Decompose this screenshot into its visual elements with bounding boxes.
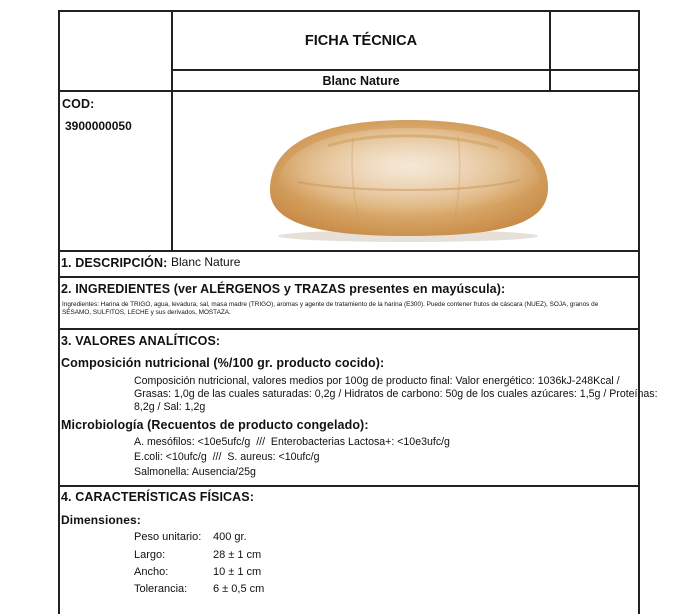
- code-label: COD:: [62, 97, 95, 111]
- section3-bottom: [58, 485, 640, 487]
- header-divider-right: [549, 10, 551, 90]
- microbiology-line-2: E.coli: <10ufc/g /// S. aureus: <10ufc/g: [134, 451, 320, 463]
- technical-sheet: [58, 10, 658, 614]
- microbiology-line-3: Salmonella: Ausencia/25g: [134, 466, 256, 478]
- ingredients-heading: 2. INGREDIENTES (ver ALÉRGENOS y TRAZAS presentes en mayúscula):: [61, 282, 506, 296]
- dimension-label: Peso unitario:: [134, 531, 202, 543]
- nutrition-line-1: Composición nutricional, valores medios por 100g de producto final: Valor energético: 1036kJ-248Kcal /: [134, 375, 620, 387]
- ingredients-line-2: SÉSAMO, SULFITOS, LECHE y sus derivados, MOSTAZA.: [62, 309, 231, 316]
- product-name-header: Blanc Nature: [322, 74, 400, 88]
- frame-left: [58, 10, 60, 614]
- description-heading: 1. DESCRIPCIÓN:: [61, 256, 168, 270]
- analytic-values-heading: 3. VALORES ANALÍTICOS:: [61, 334, 221, 348]
- dimension-label: Tolerancia:: [134, 583, 188, 595]
- code-value: 3900000050: [65, 119, 132, 133]
- nutrition-heading: Composición nutricional (%/100 gr. producto cocido):: [61, 356, 385, 370]
- section1-bottom: [58, 276, 640, 278]
- ingredients-line-1: Ingredientes: Harina de TRIGO, agua, levadura, sal, masa madre (TRIGO), aromas y agente de tratamiento de la harina (E300). Puede contener frutos de cáscara (NUEZ), SOJA, granos de: [62, 301, 599, 308]
- dimension-label: Largo:: [134, 549, 166, 561]
- dimension-value: 10 ± 1 cm: [213, 566, 262, 578]
- bread-image: [258, 110, 558, 245]
- dimension-value: 400 gr.: [213, 531, 247, 543]
- physical-characteristics-heading: 4. CARACTERÍSTICAS FÍSICAS:: [61, 490, 254, 504]
- section2-bottom: [58, 328, 640, 330]
- dimensions-heading: Dimensiones:: [61, 513, 141, 527]
- sheet-title: FICHA TÉCNICA: [304, 33, 418, 49]
- dimension-value: 6 ± 0,5 cm: [213, 583, 265, 595]
- header-row-divider: [171, 69, 640, 71]
- dimension-label: Ancho:: [134, 566, 169, 578]
- nutrition-line-3: 8,2g / Sal: 1,2g: [134, 401, 206, 413]
- frame-right: [638, 10, 640, 614]
- description-value: Blanc Nature: [171, 255, 241, 269]
- header-bottom: [58, 90, 640, 92]
- microbiology-heading: Microbiología (Recuentos de producto congelado):: [61, 418, 369, 432]
- microbiology-line-1: A. mesófilos: <10e5ufc/g /// Enterobacterias Lactosa+: <10e3ufc/g: [134, 436, 450, 448]
- nutrition-line-2: Grasas: 1,0g de las cuales saturadas: 0,2g / Hidratos de carbono: 50g de los cuales azúcares: 1,5g / Proteínas:: [134, 388, 658, 400]
- frame-top: [58, 10, 640, 12]
- dimension-value: 28 ± 1 cm: [213, 549, 262, 561]
- image-row-bottom: [58, 250, 640, 252]
